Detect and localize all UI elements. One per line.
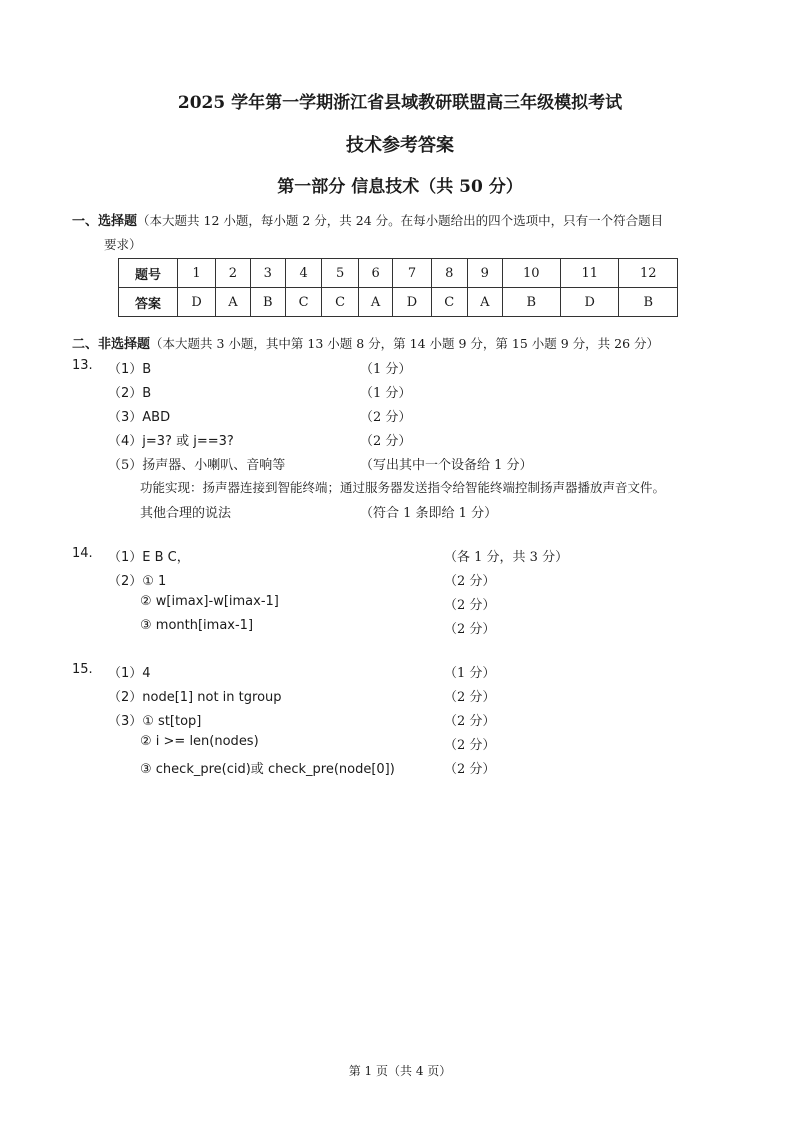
- question-number: 11: [561, 259, 619, 288]
- q13-item-score: （2 分）: [360, 434, 412, 449]
- answer-header-cell: 答案: [119, 288, 178, 317]
- answer-cell: D: [561, 288, 619, 317]
- answer-row: [119, 288, 678, 317]
- section2-heading: [72, 333, 659, 352]
- q13-number: 13.: [72, 358, 93, 373]
- q15-number: 15.: [72, 662, 93, 677]
- exam-title: 2025 学年第一学期浙江省县域教研联盟高三年级模拟考试: [177, 93, 623, 113]
- question-number: 4: [285, 259, 321, 288]
- q14-item-label: ② w[imax]-w[imax-1]: [140, 594, 279, 609]
- question-number: 9: [467, 259, 502, 288]
- answer-cell: B: [250, 288, 285, 317]
- section1-desc: （本大题共 12 小题，每小题 2 分，共 24 分。在每小题给出的四个选项中，只有一个符合题目: [137, 213, 664, 228]
- q13-item-label: （4）j=3? 或 j==3?: [108, 434, 234, 449]
- q13-other-label: 其他合理的说法: [140, 506, 232, 521]
- q13-item-score: （1 分）: [360, 386, 412, 401]
- q13-item-score: （2 分）: [360, 410, 412, 425]
- q15-item-score: （2 分）: [444, 762, 496, 777]
- q13-function-line: 功能实现：扬声器连接到智能终端；通过服务器发送指令给智能终端控制扬声器播放声音文件。: [140, 480, 666, 495]
- q14-item-score: （2 分）: [444, 574, 496, 589]
- q13-item-label: （2）B: [108, 386, 152, 401]
- answer-cell: C: [285, 288, 321, 317]
- q15-item-score: （1 分）: [444, 666, 496, 681]
- q15-item-score: （2 分）: [444, 690, 496, 705]
- q15-item-label: ② i >= len(nodes): [140, 734, 259, 749]
- q14-item-label: （2）① 1: [108, 574, 167, 589]
- q14-number: 14.: [72, 546, 93, 561]
- q14-item-score: （各 1 分，共 3 分）: [444, 550, 569, 565]
- answer-table: [118, 258, 678, 317]
- answer-cell: A: [358, 288, 393, 317]
- section1-heading: [72, 210, 663, 229]
- section1-label: 一、选择题: [72, 214, 138, 229]
- q15-item-score: （2 分）: [444, 714, 496, 729]
- question-number: 12: [619, 259, 678, 288]
- answer-cell: C: [322, 288, 358, 317]
- answer-cell: A: [216, 288, 251, 317]
- section2-desc: （本大题共 3 小题，其中第 13 小题 8 分，第 14 小题 9 分，第 15 小题 9 分，共 26 分）: [150, 336, 660, 351]
- q13-other-score: （符合 1 条即给 1 分）: [360, 506, 498, 521]
- section1-desc-line2: 要求）: [104, 237, 142, 252]
- question-number: 3: [250, 259, 285, 288]
- q15-item-score: （2 分）: [444, 738, 496, 753]
- answer-cell: D: [178, 288, 216, 317]
- question-number: 10: [502, 259, 560, 288]
- part-title: 第一部分 信息技术（共 50 分）: [277, 177, 523, 197]
- answer-cell: C: [431, 288, 467, 317]
- q13-item-label: （5）扬声器、小喇叭、音响等: [108, 458, 286, 473]
- question-number: 7: [393, 259, 431, 288]
- question-number: 6: [358, 259, 393, 288]
- answer-cell: A: [467, 288, 502, 317]
- q15-item-label: （3）① st[top]: [108, 714, 202, 729]
- question-number-row: [119, 259, 678, 288]
- q13-item-label: （3）ABD: [108, 410, 171, 425]
- question-number: 1: [178, 259, 216, 288]
- q13-item-label: （1）B: [108, 362, 152, 377]
- q13-item-score: （1 分）: [360, 362, 412, 377]
- doc-title: 技术参考答案: [346, 135, 454, 156]
- question-number: 5: [322, 259, 358, 288]
- answer-cell: D: [393, 288, 431, 317]
- q13-item-score: （写出其中一个设备给 1 分）: [360, 458, 533, 473]
- q14-item-score: （2 分）: [444, 622, 496, 637]
- question-header-cell: 题号: [119, 259, 178, 288]
- answer-cell: B: [502, 288, 560, 317]
- page-footer: 第 1 页（共 4 页）: [348, 1064, 452, 1078]
- question-number: 8: [431, 259, 467, 288]
- answer-cell: B: [619, 288, 678, 317]
- question-number: 2: [216, 259, 251, 288]
- q14-item-label: ③ month[imax-1]: [140, 618, 254, 633]
- section2-label: 二、非选择题: [72, 337, 151, 352]
- q14-item-score: （2 分）: [444, 598, 496, 613]
- q15-item-label: （1）4: [108, 666, 151, 681]
- q15-item-label: ③ check_pre(cid)或 check_pre(node[0]): [140, 762, 395, 777]
- q14-item-label: （1）E B C，: [108, 550, 190, 565]
- q15-item-label: （2）node[1] not in tgroup: [108, 690, 282, 705]
